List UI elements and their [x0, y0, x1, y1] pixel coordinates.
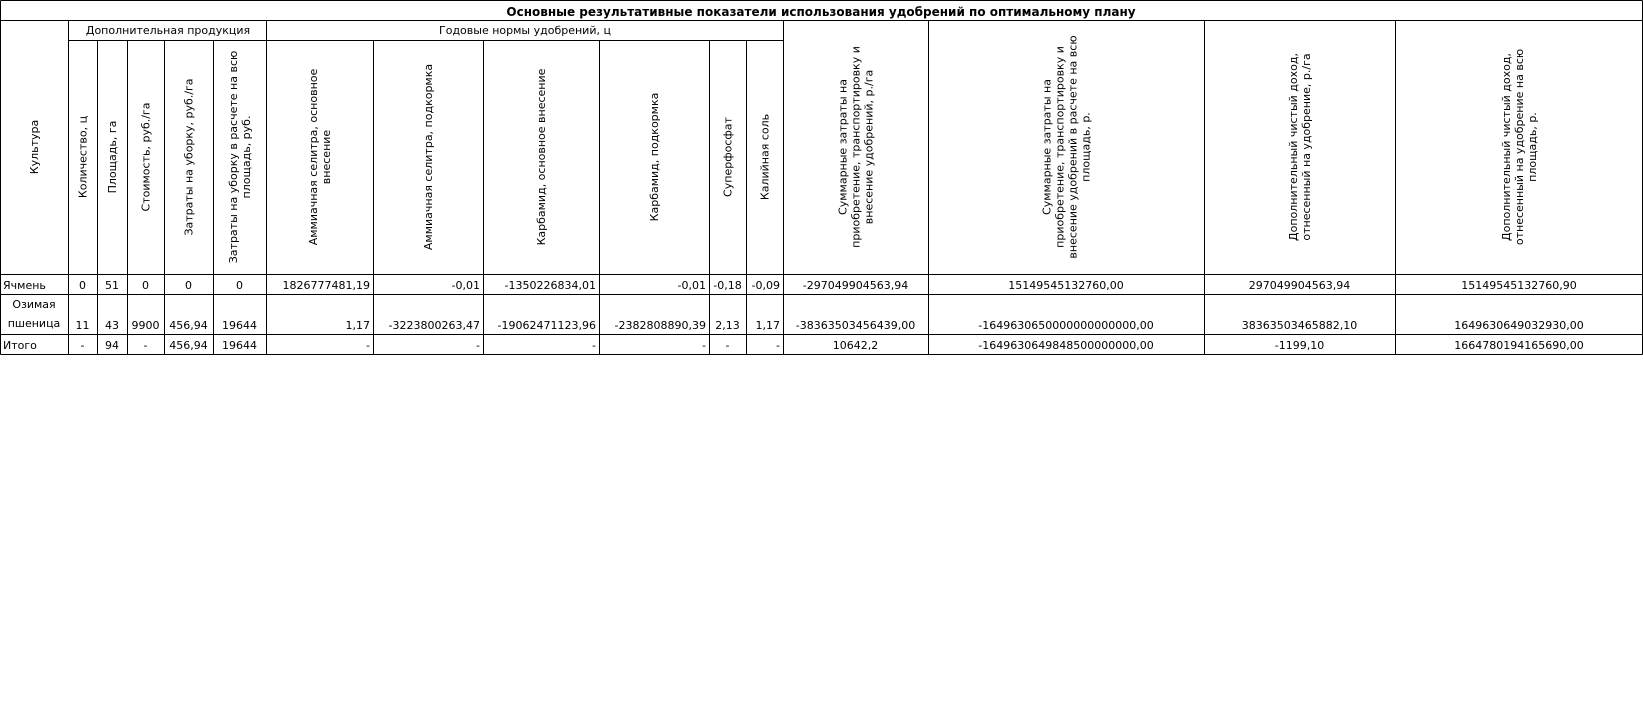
- cell-cost: 0: [142, 279, 149, 292]
- column-header-income-ha: Дополнительный чистый доход,отнесенный на удобрение, р./га: [1287, 53, 1313, 241]
- table-title: Основные результативные показатели использования удобрений по оптимальному плану: [506, 5, 1136, 19]
- cell-carb-feed: -: [702, 339, 706, 352]
- cell-harvest-total: 19644: [222, 339, 257, 352]
- cell-area: 43: [105, 319, 119, 332]
- cell-carb-feed: -0,01: [677, 279, 706, 292]
- column-header-area: Площадь, га: [106, 120, 119, 194]
- column-header-income-total: Дополнительный чистый доход,отнесенный на удобрение на всюплощадь, р.: [1500, 48, 1539, 246]
- cell-sum-cost-total: -1649630650000000000000,00: [978, 319, 1154, 332]
- table-row: [8, 298, 1584, 332]
- cell-carb-main: -: [592, 339, 596, 352]
- column-header-cost: Стоимость, руб./га: [139, 102, 153, 212]
- cell-income-ha: -1199,10: [1274, 339, 1325, 352]
- cell-qty: -: [80, 339, 85, 352]
- cell-sum-cost-total: -1649630649848500000000,00: [978, 339, 1154, 352]
- cell-cost: 9900: [131, 319, 160, 332]
- column-header-harvest-cost: Затраты на уборку, руб./га: [182, 78, 196, 236]
- cell-harvest-total: 0: [236, 279, 243, 292]
- column-header-harvest-total: Затраты на уборку в расчете на всюплощадь, руб.: [227, 50, 253, 264]
- group-header-extra-production: Дополнительная продукция: [85, 24, 251, 37]
- column-header-potash: Калийная соль: [758, 113, 772, 201]
- column-header-carb-feed: Карбамид, подкормка: [648, 92, 661, 222]
- column-header-qty: Количество, ц: [76, 115, 90, 199]
- cell-area: 94: [105, 339, 119, 352]
- table-row: [3, 339, 1584, 352]
- cell-carb-main: -19062471123,96: [497, 319, 596, 332]
- cell-income-total: 15149545132760,90: [1461, 279, 1577, 292]
- cell-qty: 11: [75, 319, 90, 332]
- cell-carb-feed: -2382808890,39: [614, 319, 706, 332]
- cell-cost: -: [143, 339, 148, 352]
- cell-potash: -: [776, 339, 780, 352]
- cell-amm-main: -: [366, 339, 370, 352]
- column-header-sum-cost-ha: Суммарные затраты наприобретение, транспортировку ивнесение удобрений, р./га: [836, 46, 876, 248]
- cell-income-ha: 297049904563,94: [1248, 279, 1351, 292]
- cell-potash: -0,09: [751, 279, 780, 292]
- column-header-culture: Культура: [28, 119, 41, 175]
- cell-sum-cost-ha: -38363503456439,00: [795, 319, 916, 332]
- cell-harvest-cost: 0: [185, 279, 192, 292]
- cell-culture: Озимая пшеница: [7, 298, 61, 330]
- cell-qty: 0: [79, 279, 86, 292]
- cell-harvest-cost: 456,94: [169, 339, 208, 352]
- cell-superphos: -0,18: [713, 279, 742, 292]
- column-header-superphos: Суперфосфат: [721, 117, 735, 197]
- cell-amm-feed: -0,01: [451, 279, 480, 292]
- cell-amm-main: 1,17: [345, 319, 370, 332]
- column-header-amm-feed: Аммиачная селитра, подкормка: [422, 63, 435, 251]
- group-header-fertilizer-norms: Годовые нормы удобрений, ц: [439, 24, 611, 37]
- cell-superphos: -: [725, 339, 730, 352]
- cell-income-total: 1664780194165690,00: [1454, 339, 1584, 352]
- cell-harvest-total: 19644: [222, 319, 257, 332]
- cell-harvest-cost: 456,94: [169, 319, 208, 332]
- cell-superphos: 2,13: [715, 319, 740, 332]
- cell-potash: 1,17: [755, 319, 780, 332]
- column-header-amm-main: Аммиачная селитра, основноевнесение: [307, 68, 333, 246]
- cell-amm-feed: -3223800263,47: [388, 319, 480, 332]
- cell-culture: Итого: [3, 339, 37, 352]
- cell-amm-feed: -: [476, 339, 480, 352]
- column-header-carb-main: Карбамид, основное внесение: [535, 68, 548, 246]
- cell-sum-cost-ha: 10642,2: [832, 339, 879, 352]
- cell-culture: Ячмень: [3, 279, 46, 292]
- column-header-sum-cost-total: Суммарные затраты наприобретение, транспортировку ивнесение удобрений в расчете на всюплощадь, р.: [1040, 35, 1093, 259]
- cell-sum-cost-ha: -297049904563,94: [802, 279, 909, 292]
- cell-sum-cost-total: 15149545132760,00: [1008, 279, 1124, 292]
- cell-carb-main: -1350226834,01: [504, 279, 596, 292]
- cell-income-total: 1649630649032930,00: [1454, 319, 1584, 332]
- cell-income-ha: 38363503465882,10: [1241, 319, 1358, 332]
- table-row: [3, 279, 1577, 292]
- cell-amm-main: 1826777481,19: [282, 279, 370, 292]
- cell-area: 51: [105, 279, 119, 292]
